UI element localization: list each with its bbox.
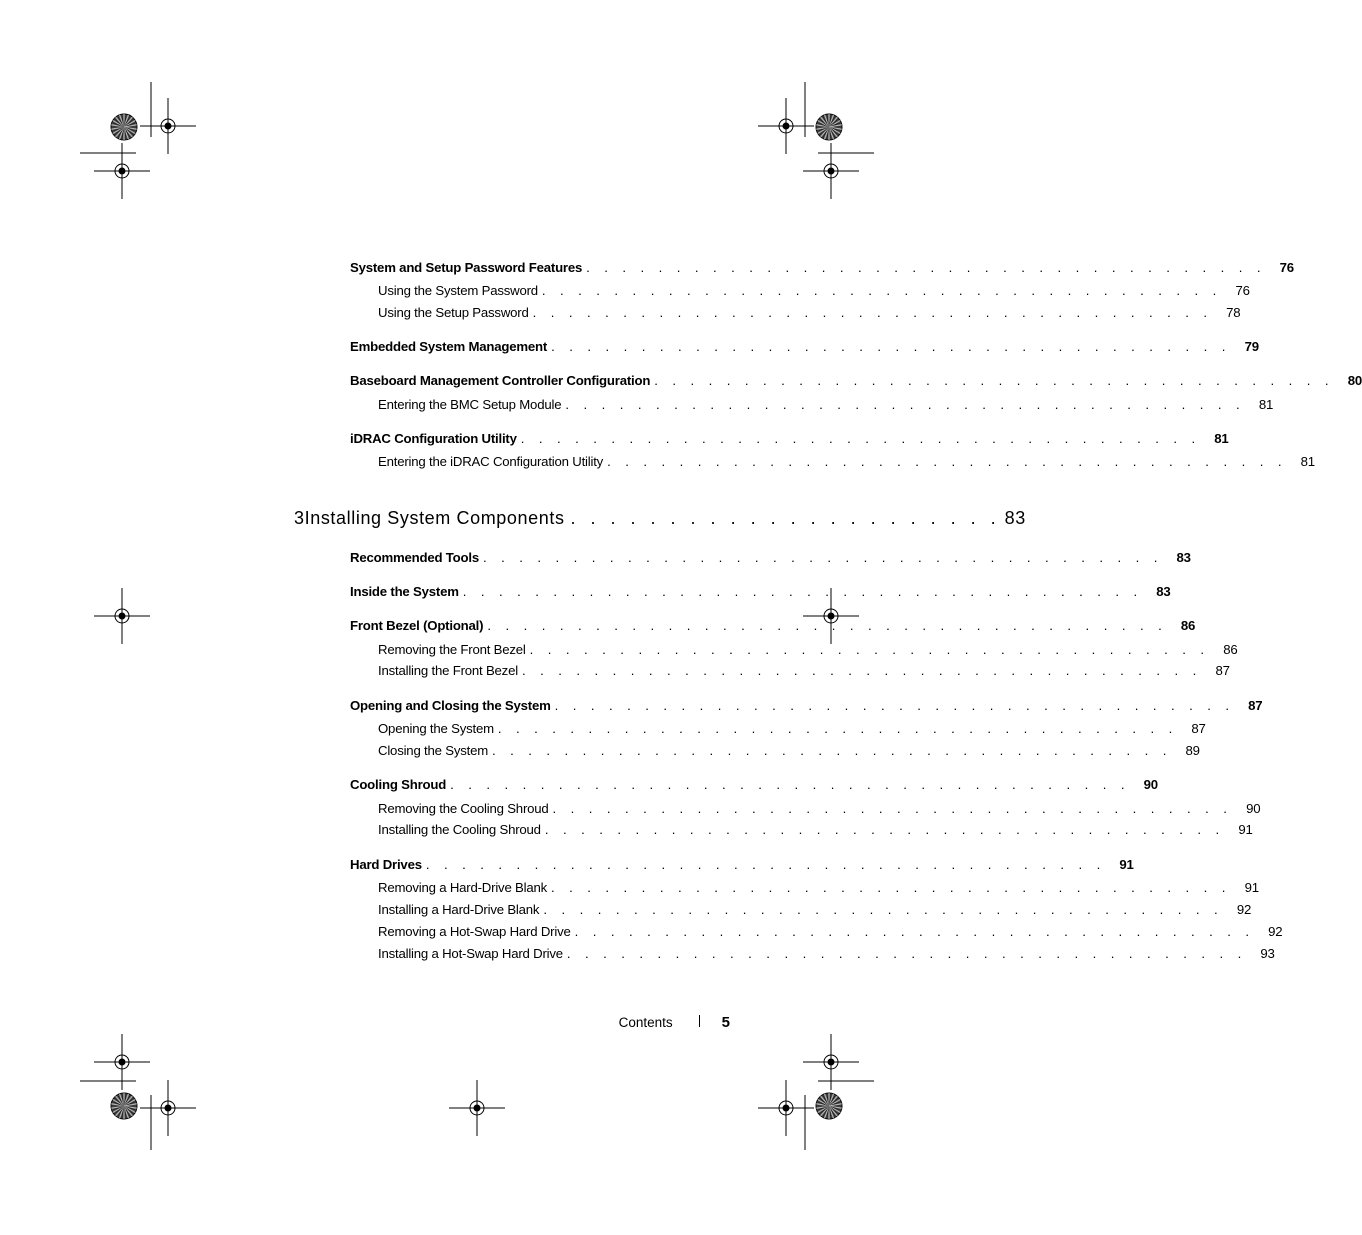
chapter-heading[interactable] bbox=[294, 508, 1026, 529]
dot-leader: . . . . . . . . . . . . . . . . . . . . . . . . . . . . . . . . . . . . . . bbox=[565, 397, 1246, 412]
dot-leader: . . . . . . . . . . . . . . . . . . . . . . . . . . . . . . . . . . . . . . bbox=[543, 902, 1224, 917]
toc-entry-page-number: 81 bbox=[1214, 431, 1229, 446]
registration-target bbox=[758, 98, 814, 154]
toc-entry-page-number: 89 bbox=[1185, 743, 1200, 758]
toc-entry-title: Removing a Hot-Swap Hard Drive bbox=[378, 924, 571, 939]
toc-entry-title: Embedded System Management bbox=[350, 339, 548, 354]
dot-leader: . . . . . . . . . . . . . . . . . . . . . . . . . . . . . . . . . . . . . . bbox=[554, 698, 1235, 713]
toc-entry-page-number: 86 bbox=[1180, 618, 1196, 633]
toc-entry[interactable] bbox=[378, 902, 1252, 917]
toc-entry-title: System and Setup Password Features bbox=[350, 260, 583, 275]
dot-leader: . . . . . . . . . . . . . . . . . . . . . . . . . . . . . . . . . . . . . . bbox=[541, 283, 1222, 298]
toc-entry-page-number: 83 bbox=[1156, 584, 1171, 599]
toc-entry-page-number: 76 bbox=[1235, 283, 1250, 298]
dot-leader: . . . . . . . . . . . . . . . . . . . . . . . . . . . . . . . . . . . . . . bbox=[487, 618, 1168, 633]
toc-entry[interactable] bbox=[378, 822, 1253, 837]
toc-entry-title: Removing a Hard-Drive Blank bbox=[378, 880, 548, 895]
toc-entry[interactable] bbox=[350, 618, 1196, 633]
registration-target bbox=[140, 98, 196, 154]
dot-leader: . . . . . . . . . . . . . . . . . . . . . . . . . . . . . . . . . . . . . . bbox=[521, 663, 1202, 678]
registration-target bbox=[449, 1080, 505, 1136]
toc-entry-title: Opening and Closing the System bbox=[350, 698, 551, 713]
dot-leader: . . . . . . . . . . . . . . . . . . . . . . . . . . . . . . . . . . . . . . bbox=[520, 431, 1201, 446]
toc-entry[interactable] bbox=[378, 397, 1274, 412]
chapter-number: 3 bbox=[294, 508, 305, 528]
dot-leader: . . . . . . . . . . . . . . . . . . . . . . . . . . . . . . . . . . . . . . bbox=[566, 946, 1247, 961]
toc-entry-title: Inside the System bbox=[350, 584, 459, 599]
toc-entry-page-number: 80 bbox=[1347, 373, 1362, 388]
color-starburst-mark bbox=[816, 114, 842, 140]
dot-leader: . . . . . . . . . . . . . . . . . . . . . . . . . . . . . . . . . . . . . . bbox=[586, 260, 1266, 275]
toc-entry-title: Entering the BMC Setup Module bbox=[378, 397, 562, 412]
registration-target bbox=[803, 143, 859, 199]
toc-entry[interactable] bbox=[378, 880, 1259, 895]
toc-entry[interactable] bbox=[350, 431, 1229, 446]
toc-entry-page-number: 87 bbox=[1191, 721, 1206, 736]
toc-entry[interactable] bbox=[378, 801, 1261, 816]
dot-leader: . . . . . . . . . . . . . . . . . . . . . . . . . . . . . . . . . . . . . . bbox=[482, 550, 1163, 565]
dot-leader: . . . . . . . . . . . . . . . . . . . . . . . . . . . . . . . . . . . . . . bbox=[450, 777, 1130, 792]
toc-entry[interactable] bbox=[350, 373, 1362, 388]
toc-entry-page-number: 81 bbox=[1300, 454, 1315, 469]
chapter-title: Installing System Components bbox=[304, 508, 565, 528]
toc-entry-title: iDRAC Configuration Utility bbox=[350, 431, 517, 446]
registration-target bbox=[758, 1080, 814, 1136]
toc-entry-title: Using the System Password bbox=[378, 283, 538, 298]
registration-target bbox=[94, 588, 150, 644]
footer-page-number: 5 bbox=[721, 1014, 730, 1031]
toc-entry-page-number: 90 bbox=[1143, 777, 1158, 792]
registration-target bbox=[94, 1034, 150, 1090]
registration-target bbox=[94, 143, 150, 199]
toc-entry-title: Using the Setup Password bbox=[378, 305, 529, 320]
toc-entry-page-number: 87 bbox=[1215, 663, 1230, 678]
toc-entry-title: Opening the System bbox=[378, 721, 494, 736]
toc-entry-page-number: 91 bbox=[1119, 857, 1134, 872]
toc-entry[interactable] bbox=[378, 305, 1241, 320]
dot-leader: . . . . . . . . . . . . . . . . . . . . . . . . . . . . . . . . . . . . . . bbox=[492, 743, 1172, 758]
registration-target bbox=[803, 1034, 859, 1090]
registration-target bbox=[140, 1080, 196, 1136]
dot-leader: . . . . . . . . . . . . . . . . . . . . . . . . . . . . . . . . . . . . . . bbox=[551, 880, 1231, 895]
toc-entry-page-number: 92 bbox=[1236, 902, 1252, 917]
dot-leader: . . . . . . . . . . . . . . . . . . . . . . . . . . . . . . . . . . . . . . bbox=[551, 339, 1231, 354]
dot-leader: . . . . . . . . . . . . . . . . . . . . . . . . . . . . . . . . . . . . . . bbox=[552, 801, 1233, 816]
toc-entry-title: Removing the Front Bezel bbox=[378, 642, 526, 657]
toc-entry[interactable] bbox=[350, 339, 1259, 354]
toc-entry-title: Installing a Hot-Swap Hard Drive bbox=[378, 946, 563, 961]
toc-entry-title: Cooling Shroud bbox=[350, 777, 447, 792]
toc-entry-page-number: 78 bbox=[1226, 305, 1241, 320]
toc-entry-title: Front Bezel (Optional) bbox=[350, 618, 484, 633]
color-starburst-mark bbox=[816, 1093, 842, 1119]
dot-leader: . . . . . . . . . . . . . . . . . . . . . . bbox=[570, 508, 1001, 528]
toc-entry[interactable] bbox=[378, 642, 1238, 657]
toc-entry[interactable] bbox=[350, 584, 1171, 599]
dot-leader: . . . . . . . . . . . . . . . . . . . . . . . . . . . . . . . . . . . . . . bbox=[462, 584, 1143, 599]
toc-entry-page-number: 91 bbox=[1244, 880, 1259, 895]
chapter-page-number: 83 bbox=[1004, 508, 1026, 528]
footer-divider bbox=[699, 1015, 700, 1027]
dot-leader: . . . . . . . . . . . . . . . . . . . . . . . . . . . . . . . . . . . . . . bbox=[532, 305, 1213, 320]
toc-entry[interactable] bbox=[378, 946, 1275, 961]
toc-entry-title: Installing the Cooling Shroud bbox=[378, 822, 541, 837]
toc-entry-page-number: 76 bbox=[1279, 260, 1294, 275]
toc-entry[interactable] bbox=[378, 721, 1206, 736]
toc-entry-title: Closing the System bbox=[378, 743, 489, 758]
toc-entry-page-number: 81 bbox=[1258, 397, 1274, 412]
toc-entry-page-number: 79 bbox=[1244, 339, 1259, 354]
toc-entry-title: Entering the iDRAC Configuration Utility bbox=[378, 454, 604, 469]
toc-entry[interactable] bbox=[350, 857, 1134, 872]
footer-label: Contents bbox=[618, 1015, 673, 1030]
dot-leader: . . . . . . . . . . . . . . . . . . . . . . . . . . . . . . . . . . . . . . bbox=[425, 857, 1106, 872]
toc-entry[interactable] bbox=[350, 698, 1263, 713]
toc-entry[interactable] bbox=[378, 283, 1250, 298]
toc-entry[interactable] bbox=[378, 743, 1200, 758]
toc-entry-title: Baseboard Management Controller Configuration bbox=[350, 373, 651, 388]
toc-entry-title: Hard Drives bbox=[350, 857, 422, 872]
dot-leader: . . . . . . . . . . . . . . . . . . . . . . . . . . . . . . . . . . . . . . bbox=[607, 454, 1287, 469]
color-starburst-mark bbox=[111, 1093, 137, 1119]
toc-entry-title: Recommended Tools bbox=[350, 550, 479, 565]
toc-entry-page-number: 83 bbox=[1176, 550, 1191, 565]
toc-entry[interactable] bbox=[378, 663, 1230, 678]
dot-leader: . . . . . . . . . . . . . . . . . . . . . . . . . . . . . . . . . . . . . . bbox=[654, 373, 1334, 388]
toc-entry[interactable] bbox=[378, 454, 1315, 469]
toc-entry-title: Installing the Front Bezel bbox=[378, 663, 518, 678]
toc-entry[interactable] bbox=[350, 777, 1158, 792]
dot-leader: . . . . . . . . . . . . . . . . . . . . . . . . . . . . . . . . . . . . . . bbox=[574, 924, 1255, 939]
toc-entry-title: Removing the Cooling Shroud bbox=[378, 801, 549, 816]
toc-entry-page-number: 87 bbox=[1248, 698, 1263, 713]
toc-entry-page-number: 92 bbox=[1268, 924, 1283, 939]
toc-entry-page-number: 90 bbox=[1246, 801, 1261, 816]
dot-leader: . . . . . . . . . . . . . . . . . . . . . . . . . . . . . . . . . . . . . . bbox=[497, 721, 1178, 736]
toc-entry[interactable] bbox=[350, 260, 1294, 275]
toc-entry-page-number: 93 bbox=[1260, 946, 1275, 961]
toc-entry[interactable] bbox=[378, 924, 1283, 939]
color-starburst-mark bbox=[111, 114, 137, 140]
toc-entry-page-number: 86 bbox=[1223, 642, 1238, 657]
toc-entry-page-number: 91 bbox=[1238, 822, 1253, 837]
dot-leader: . . . . . . . . . . . . . . . . . . . . . . . . . . . . . . . . . . . . . . bbox=[529, 642, 1210, 657]
page-footer bbox=[560, 1014, 730, 1036]
toc-entry[interactable] bbox=[350, 550, 1191, 565]
dot-leader: . . . . . . . . . . . . . . . . . . . . . . . . . . . . . . . . . . . . . . bbox=[544, 822, 1225, 837]
toc-entry-title: Installing a Hard-Drive Blank bbox=[378, 902, 540, 917]
